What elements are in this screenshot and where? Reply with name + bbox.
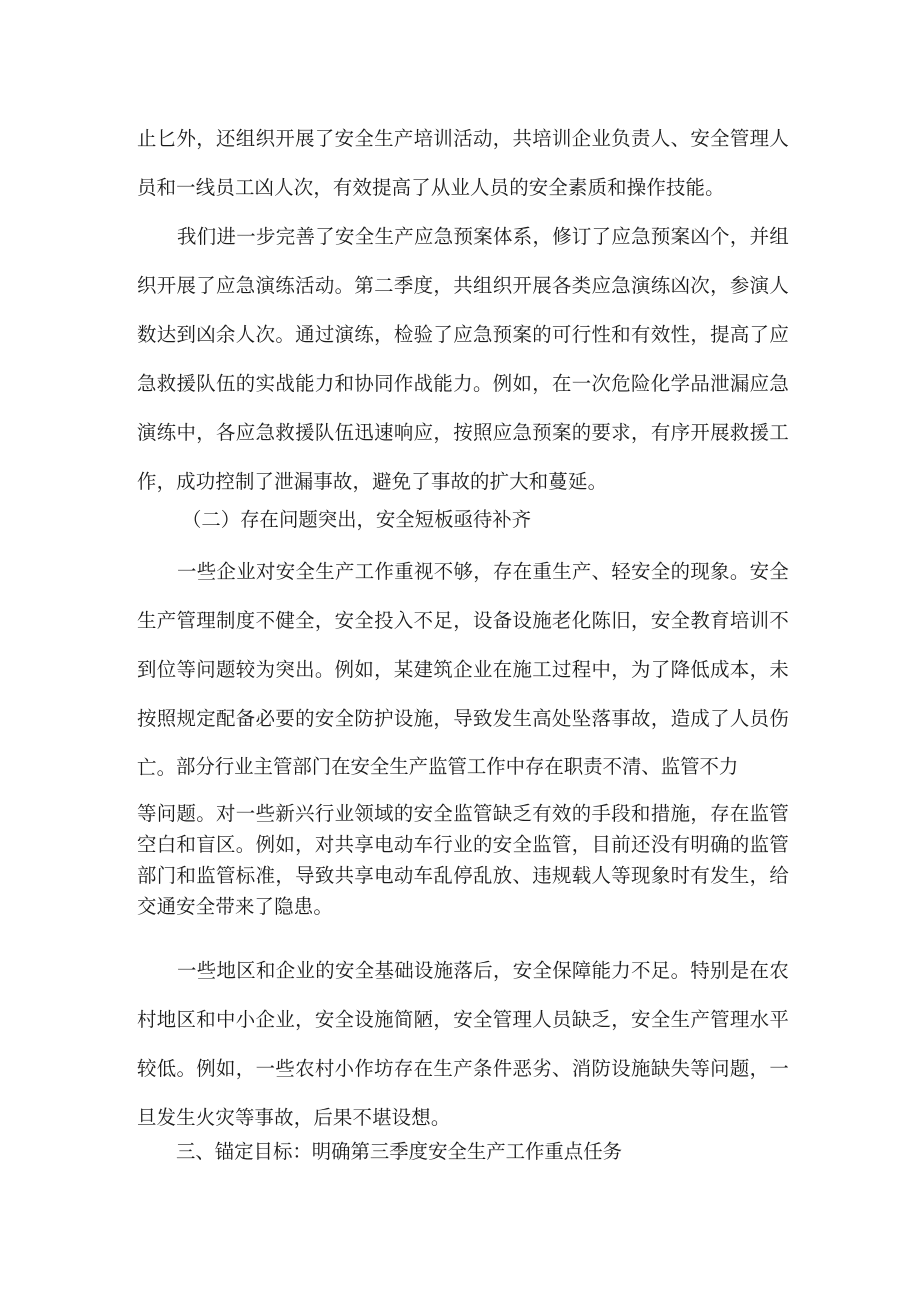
paragraph-training: 止匕外，还组织开展了安全生产培训活动，共培训企业负责人、安全管理人员和一线员工凶人次，有效提高了从业人员的安全素质和操作技能。: [137, 127, 789, 199]
paragraph-infrastructure: 一些地区和企业的安全基础设施落后，安全保障能力不足。特别是在农村地区和中小企业，安全设施简陋，安全管理人员缺乏，安全生产管理水平较低。例如，一些农村小作坊存在生产条件恶劣、消防设施缺失等问题，一旦发生火灾等事故，后果不堪设想。: [137, 959, 789, 1129]
paragraph-supervision-first-line: 部分行业主管部门在安全生产监管工作中存在职责不清、监管不力: [176, 755, 739, 778]
section-heading-problems: （二）存在问题突出，安全短板亟待补齐: [182, 508, 532, 531]
paragraph-supervision-continued: 等问题。对一些新兴行业领域的安全监管缺乏有效的手段和措施，存在监管空白和盲区。例如，对共享电动车行业的安全监管，目前还没有明确的监管部门和监管标准，导致共享电动车乱停乱放、违规载人等现象时有发生，给交通安全带来了隐患。: [137, 802, 789, 918]
section-heading-goals: 三、锚定目标：明确第三季度安全生产工作重点任务: [176, 1140, 622, 1163]
paragraph-emergency-plan: 我们进一步完善了安全生产应急预案体系，修订了应急预案凶个，并组织开展了应急演练活动。第二季度，共组织开展各类应急演练凶次，参演人数达到凶余人次。通过演练，检验了应急预案的可行性和有效性，提高了应急救援队伍的实战能力和协同作战能力。例如，在一次危险化学品泄漏应急演练中，各应急救援队伍迅速响应，按照应急预案的要求，有序开展救援工作，成功控制了泄漏事故，避免了事故的扩大和蔓延。: [137, 225, 789, 493]
paragraph-enterprise-issues: 一些企业对安全生产工作重视不够，存在重生产、轻安全的现象。安全生产管理制度不健全，安全投入不足，设备设施老化陈旧，安全教育培训不到位等问题较为突出。例如，某建筑企业在施工过程中，为了降低成本，未按照规定配备必要的安全防护设施，导致发生高处坠落事故，造成了人员伤亡。: [137, 560, 789, 779]
